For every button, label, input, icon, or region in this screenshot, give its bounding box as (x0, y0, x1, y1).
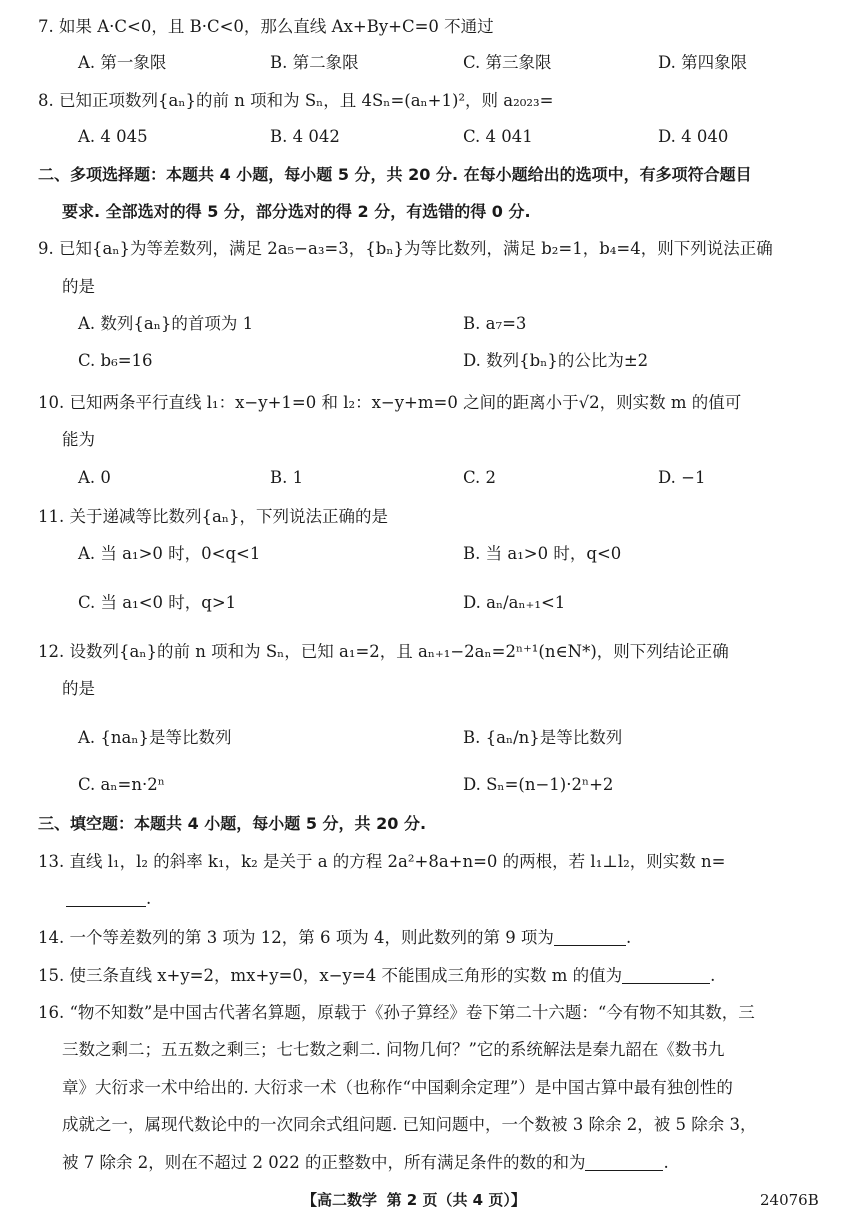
footer-subject: 【高二数学 (302, 1191, 378, 1209)
q9-option-a: A. 数列{aₙ}的首项为 1 (78, 314, 254, 333)
q12-option-b: B. {aₙ/n}是等比数列 (463, 728, 623, 747)
q13-answer-line (66, 888, 151, 910)
q13-answer-blank[interactable] (66, 890, 146, 907)
q15-line (38, 965, 715, 987)
q12-option-a: A. {naₙ}是等比数列 (78, 728, 232, 747)
q16-line-3: 章》大衍求一术中给出的. 大衍求一术（也称作“中国剩余定理”）是中国古算中最有独创性的 (62, 1078, 733, 1097)
q9-option-d: D. 数列{bₙ}的公比为±2 (463, 351, 649, 370)
q10-option-a: A. 0 (78, 468, 111, 487)
footer-label (302, 1190, 526, 1210)
q10-stem: 10. 已知两条平行直线 l₁：x−y+1=0 和 l₂：x−y+m=0 之间的距离小于√2，则实数 m 的值可 (38, 393, 742, 412)
q8-option-b: B. 4 042 (270, 127, 340, 146)
q7-stem: 7. 如果 A·C<0，且 B·C<0，那么直线 Ax+By+C=0 不通过 (38, 17, 494, 36)
q16-last-text: 被 7 除余 2，则在不超过 2 022 的正整数中，所有满足条件的数的和为 (62, 1153, 586, 1172)
q11-option-c: C. 当 a₁<0 时，q>1 (78, 593, 237, 612)
q10-option-c: C. 2 (463, 468, 497, 487)
q11-option-a: A. 当 a₁>0 时，0<q<1 (78, 544, 261, 563)
q12-stem-cont: 的是 (62, 679, 95, 698)
q16-answer-blank[interactable] (585, 1154, 663, 1171)
q9-stem: 9. 已知{aₙ}为等差数列，满足 2a₅−a₃=3，{bₙ}为等比数列，满足 b₂=1，b₄=4，则下列说法正确 (38, 239, 773, 258)
q15-stem: 15. 使三条直线 x+y=2，mx+y=0，x−y=4 不能围成三角形的实数 m 的值为 (38, 966, 623, 985)
q8-option-d: D. 4 040 (658, 127, 729, 146)
q14-answer-blank[interactable] (554, 929, 626, 946)
q8-stem: 8. 已知正项数列{aₙ}的前 n 项和为 Sₙ，且 4Sₙ=(aₙ+1)²，则 a₂₀₂₃= (38, 91, 554, 110)
q10-option-b: B. 1 (270, 468, 304, 487)
q9-option-c: C. b₆=16 (78, 351, 153, 370)
q8-option-c: C. 4 041 (463, 127, 533, 146)
q11-option-d: D. aₙ/aₙ₊₁<1 (463, 593, 566, 612)
q11-option-b: B. 当 a₁>0 时，q<0 (463, 544, 622, 563)
q15-answer-blank[interactable] (622, 967, 710, 984)
q14-line (38, 927, 631, 949)
q14-stem: 14. 一个等差数列的第 3 项为 12，第 6 项为 4，则此数列的第 9 项为 (38, 928, 554, 947)
q13-period: . (146, 889, 152, 908)
q8-option-a: A. 4 045 (78, 127, 148, 146)
q15-period: . (710, 966, 716, 985)
q7-option-c: C. 第三象限 (463, 53, 552, 72)
section2-heading-cont: 要求. 全部选对的得 5 分，部分选对的得 2 分，有选错的得 0 分. (62, 202, 531, 221)
q10-option-d: D. −1 (658, 468, 706, 487)
q16-period: . (663, 1153, 669, 1172)
q16-line-5 (62, 1152, 669, 1174)
q7-option-b: B. 第二象限 (270, 53, 359, 72)
q13-stem: 13. 直线 l₁，l₂ 的斜率 k₁，k₂ 是关于 a 的方程 2a²+8a+n=0 的两根，若 l₁⊥l₂，则实数 n= (38, 852, 726, 871)
q16-line-4: 成就之一，属现代数论中的一次同余式组问题. 已知问题中，一个数被 3 除余 2，被 5 除余 3， (62, 1115, 757, 1134)
q16-line-2: 三数之剩二；五五数之剩三；七七数之剩二. 问物几何？”它的系统解法是秦九韶在《数书九 (62, 1040, 725, 1059)
q12-option-c: C. aₙ=n·2ⁿ (78, 775, 165, 794)
section2-heading: 二、多项选择题：本题共 4 小题，每小题 5 分，共 20 分. 在每小题给出的选项中，有多项符合题目 (38, 165, 752, 184)
footer-exam-code: 24076B (760, 1191, 819, 1209)
q9-stem-cont: 的是 (62, 277, 95, 296)
footer-page-number: 第 2 页（共 4 页）】 (386, 1191, 526, 1209)
q10-stem-cont: 能为 (62, 430, 95, 449)
q7-option-d: D. 第四象限 (658, 53, 748, 72)
q11-stem: 11. 关于递减等比数列{aₙ}，下列说法正确的是 (38, 507, 388, 526)
q9-option-b: B. a₇=3 (463, 314, 527, 333)
q16-line-1: 16. “物不知数”是中国古代著名算题，原载于《孙子算经》卷下第二十六题：“今有物不知其数，三 (38, 1003, 755, 1022)
q7-option-a: A. 第一象限 (78, 53, 167, 72)
q14-period: . (625, 928, 632, 947)
section3-heading: 三、填空题：本题共 4 小题，每小题 5 分，共 20 分. (38, 814, 427, 833)
q12-option-d: D. Sₙ=(n−1)·2ⁿ+2 (463, 775, 614, 794)
q12-stem: 12. 设数列{aₙ}的前 n 项和为 Sₙ，已知 a₁=2，且 aₙ₊₁−2aₙ=2ⁿ⁺¹(n∈N*)，则下列结论正确 (38, 642, 729, 661)
